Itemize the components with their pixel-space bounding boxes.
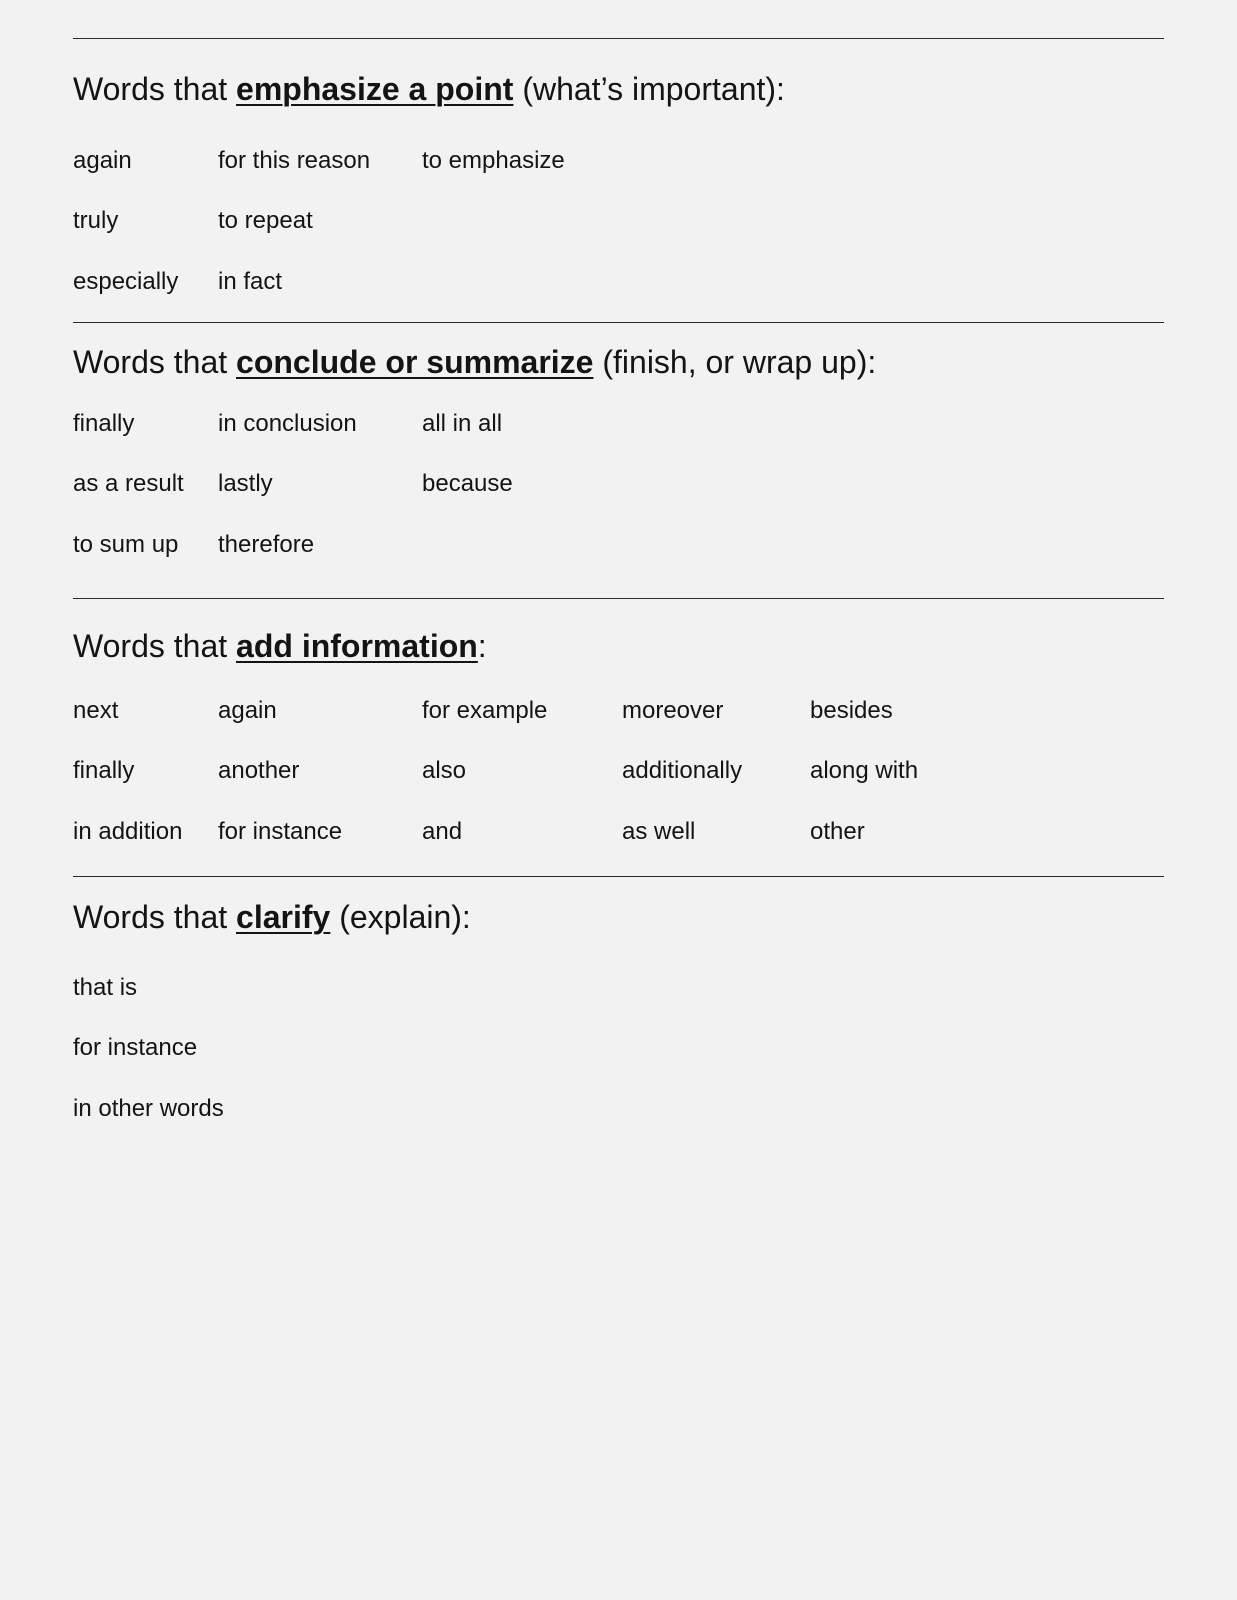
- word-conclude: to sum up: [73, 531, 179, 558]
- word-emphasize: in fact: [218, 268, 283, 295]
- section-heading-conclude: [73, 343, 876, 381]
- word-conclude: in conclusion: [218, 410, 357, 437]
- word-clarify: for instance: [73, 1034, 198, 1061]
- word-add-information: as well: [622, 818, 696, 845]
- word-emphasize: again: [73, 147, 132, 174]
- word-conclude: all in all: [422, 410, 503, 437]
- heading-prefix: Words that: [73, 71, 237, 107]
- heading-key-term: conclude or summarize: [236, 344, 594, 380]
- word-clarify: in other words: [73, 1095, 224, 1122]
- word-add-information: other: [810, 818, 865, 845]
- heading-prefix: Words that: [73, 899, 237, 935]
- word-add-information: besides: [810, 697, 893, 724]
- word-conclude: lastly: [218, 470, 273, 497]
- word-add-information: for instance: [218, 818, 343, 845]
- heading-suffix: (explain):: [330, 899, 471, 935]
- divider: [73, 876, 1164, 877]
- word-clarify: that is: [73, 974, 138, 1001]
- word-conclude: because: [422, 470, 513, 497]
- word-add-information: additionally: [622, 757, 743, 784]
- word-add-information: also: [422, 757, 467, 784]
- word-add-information: next: [73, 697, 119, 724]
- word-emphasize: especially: [73, 268, 179, 295]
- heading-key-term: add information: [236, 628, 478, 664]
- section-heading-add-information: [73, 627, 487, 665]
- word-conclude: finally: [73, 410, 135, 437]
- word-conclude: as a result: [73, 470, 184, 497]
- divider-top: [73, 38, 1164, 39]
- heading-suffix: :: [477, 628, 487, 664]
- word-emphasize: for this reason: [218, 147, 371, 174]
- section-heading-emphasize: [73, 70, 785, 108]
- heading-suffix: (finish, or wrap up):: [593, 344, 877, 380]
- word-add-information: again: [218, 697, 277, 724]
- word-add-information: finally: [73, 757, 135, 784]
- word-emphasize: to emphasize: [422, 147, 565, 174]
- heading-prefix: Words that: [73, 344, 237, 380]
- word-conclude: therefore: [218, 531, 315, 558]
- word-add-information: in addition: [73, 818, 183, 845]
- divider: [73, 322, 1164, 323]
- divider: [73, 598, 1164, 599]
- heading-suffix: (what’s important):: [513, 71, 785, 107]
- section-heading-clarify: [73, 898, 471, 936]
- heading-key-term: emphasize a point: [236, 71, 514, 107]
- word-add-information: along with: [810, 757, 919, 784]
- word-add-information: another: [218, 757, 300, 784]
- heading-key-term: clarify: [236, 899, 331, 935]
- word-add-information: for example: [422, 697, 548, 724]
- word-emphasize: truly: [73, 207, 119, 234]
- word-emphasize: to repeat: [218, 207, 313, 234]
- heading-prefix: Words that: [73, 628, 237, 664]
- word-add-information: moreover: [622, 697, 724, 724]
- word-add-information: and: [422, 818, 463, 845]
